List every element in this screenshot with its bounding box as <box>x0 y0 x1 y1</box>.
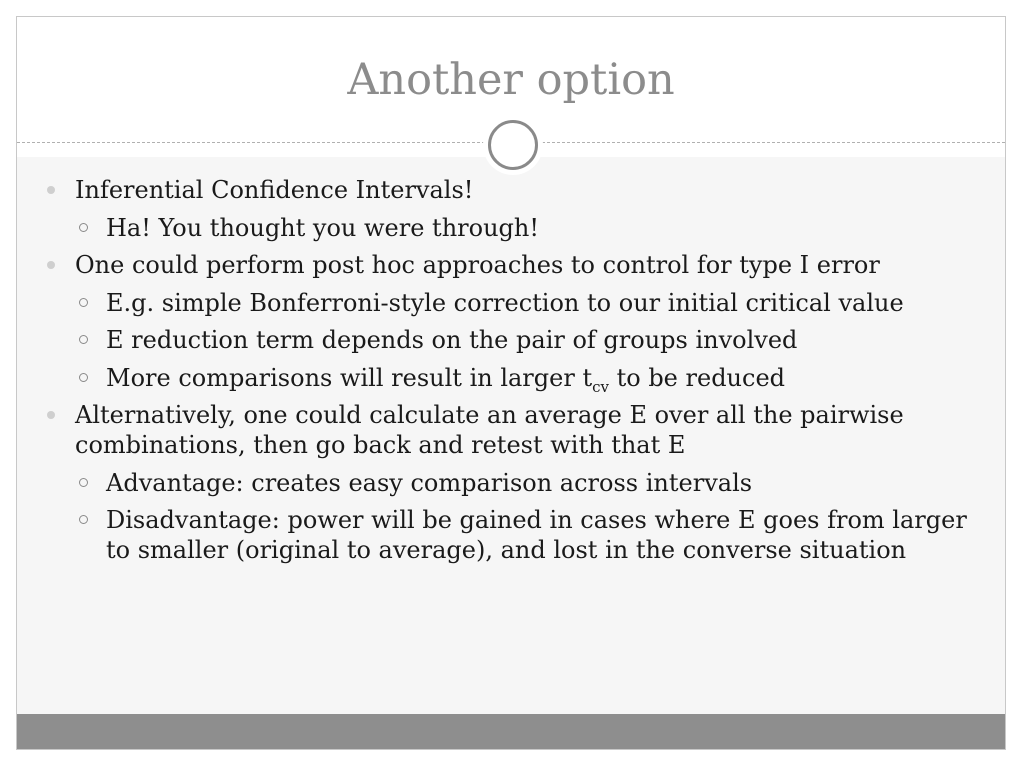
sub-bullet-item <box>17 288 1005 318</box>
filled-dot-icon <box>47 411 55 419</box>
sub-bullet-text-before: More comparisons will result in larger t <box>106 363 593 392</box>
ring-icon <box>488 120 538 170</box>
filled-dot-icon <box>47 186 55 194</box>
sub-bullet-item <box>17 325 1005 355</box>
hollow-circle-icon <box>79 335 88 344</box>
sub-bullet-item <box>17 468 1005 498</box>
sub-bullet-item <box>17 505 1005 565</box>
sub-bullet-text: E.g. simple Bonferroni-style correction to our initial critical value <box>106 288 904 317</box>
sub-bullet-text-after: to be reduced <box>608 363 786 392</box>
bullet-text: One could perform post hoc approaches to control for type I error <box>75 251 880 279</box>
hollow-circle-icon <box>79 515 88 524</box>
hollow-circle-icon <box>79 223 88 232</box>
sub-bullet-text: E reduction term depends on the pair of groups involved <box>106 326 798 354</box>
sub-bullet-text: Advantage: creates easy comparison across intervals <box>106 468 753 497</box>
slide-title: Another option <box>347 55 675 105</box>
bullet-item <box>17 400 1005 460</box>
hollow-circle-icon <box>79 298 88 307</box>
bullet-text: Inferential Confidence Intervals! <box>75 176 474 204</box>
filled-dot-icon <box>47 261 55 269</box>
hollow-circle-icon <box>79 478 88 487</box>
sub-bullet-item <box>17 363 1005 396</box>
sub-bullet-text: Disadvantage: power will be gained in cases where E goes from larger to smaller (original to average), and lost in the converse situation <box>106 506 967 564</box>
bullet-text: Alternatively, one could calculate an average E over all the pairwise combinations, then go back and retest with that E <box>75 401 904 459</box>
t-cv-subscript: cv <box>592 377 609 396</box>
footer-bar <box>17 714 1005 749</box>
bullet-item <box>17 250 1005 280</box>
slide <box>16 16 1006 750</box>
sub-bullet-text: Ha! You thought you were through! <box>106 213 539 242</box>
bullet-item <box>17 175 1005 205</box>
bullet-list <box>17 175 1005 573</box>
hollow-circle-icon <box>79 373 88 382</box>
sub-bullet-item <box>17 213 1005 243</box>
sub-bullet-text <box>106 363 786 396</box>
